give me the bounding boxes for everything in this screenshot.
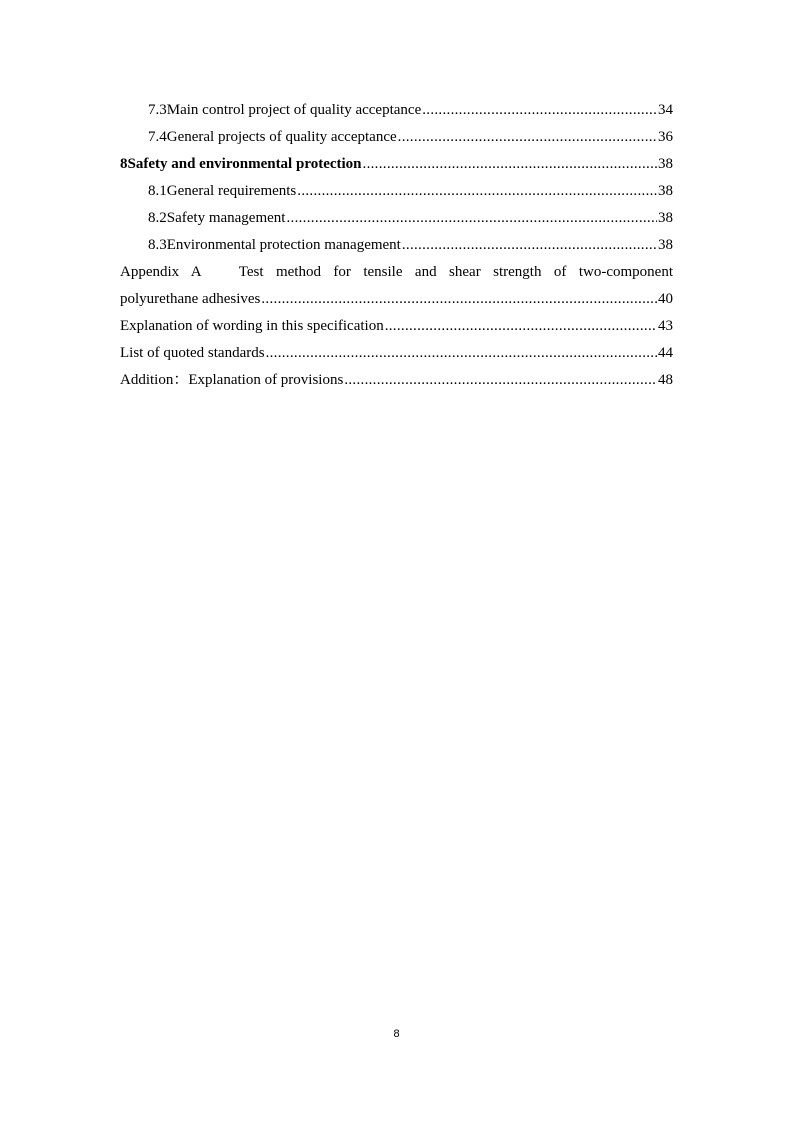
toc-entry-appendix-a-line-1[interactable] <box>120 259 673 286</box>
toc-page-number: 48 <box>658 372 673 388</box>
toc-number: 7.3 <box>148 102 167 118</box>
toc-number: 8.2 <box>148 210 167 226</box>
dot-leader <box>402 232 657 259</box>
toc-number: 8.3 <box>148 237 167 253</box>
toc-number: 8.1 <box>148 183 167 199</box>
toc-number: 8 <box>120 156 128 172</box>
toc-entry-7-3[interactable] <box>120 97 673 124</box>
dot-leader <box>266 340 657 367</box>
toc-page-number: 38 <box>658 210 673 226</box>
toc-title: General projects of quality acceptance <box>166 129 397 145</box>
dot-leader <box>297 178 657 205</box>
toc-entry-8-2[interactable] <box>120 205 673 232</box>
toc-entry-addition[interactable] <box>120 367 673 394</box>
dot-leader <box>286 205 657 232</box>
toc-title: Explanation of wording in this specification <box>120 318 384 334</box>
dot-leader <box>261 286 657 313</box>
toc-entry-8-1[interactable] <box>120 178 673 205</box>
toc-title: Safety management <box>166 210 286 226</box>
toc-page-number: 36 <box>658 129 673 145</box>
toc-entry-chapter-8[interactable] <box>120 151 673 178</box>
toc-title: General requirements <box>166 183 297 199</box>
toc-title: Addition：Explanation of provisions <box>120 372 344 388</box>
toc-number: 7.4 <box>148 129 167 145</box>
toc-entry-8-3[interactable] <box>120 232 673 259</box>
appendix-title-line-2: polyurethane adhesives <box>120 291 261 307</box>
toc-page-number: 44 <box>658 345 673 361</box>
dot-leader <box>344 367 657 394</box>
dot-leader <box>363 151 657 178</box>
toc-page-number: 38 <box>658 156 673 172</box>
dot-leader <box>398 124 657 151</box>
dot-leader <box>422 97 657 124</box>
appendix-label: Appendix A <box>120 264 202 280</box>
appendix-title-line-1: Test method for tensile and shear strength of two-component <box>238 264 674 280</box>
toc-title: Safety and environmental protection <box>127 156 362 172</box>
dot-leader <box>385 313 657 340</box>
toc-title: Environmental protection management <box>166 237 401 253</box>
toc-title: List of quoted standards <box>120 345 265 361</box>
toc-page-number: 34 <box>658 102 673 118</box>
table-of-contents <box>120 97 673 394</box>
toc-page-number: 43 <box>658 318 673 334</box>
toc-page-number: 40 <box>658 291 673 307</box>
toc-entry-wording[interactable] <box>120 313 673 340</box>
toc-page-number: 38 <box>658 183 673 199</box>
toc-entry-7-4[interactable] <box>120 124 673 151</box>
toc-entry-quoted-standards[interactable] <box>120 340 673 367</box>
toc-page-number: 38 <box>658 237 673 253</box>
toc-title: Main control project of quality acceptance <box>166 102 422 118</box>
page-number-footer: 8 <box>393 1028 400 1040</box>
toc-entry-appendix-a-line-2[interactable] <box>120 286 673 313</box>
